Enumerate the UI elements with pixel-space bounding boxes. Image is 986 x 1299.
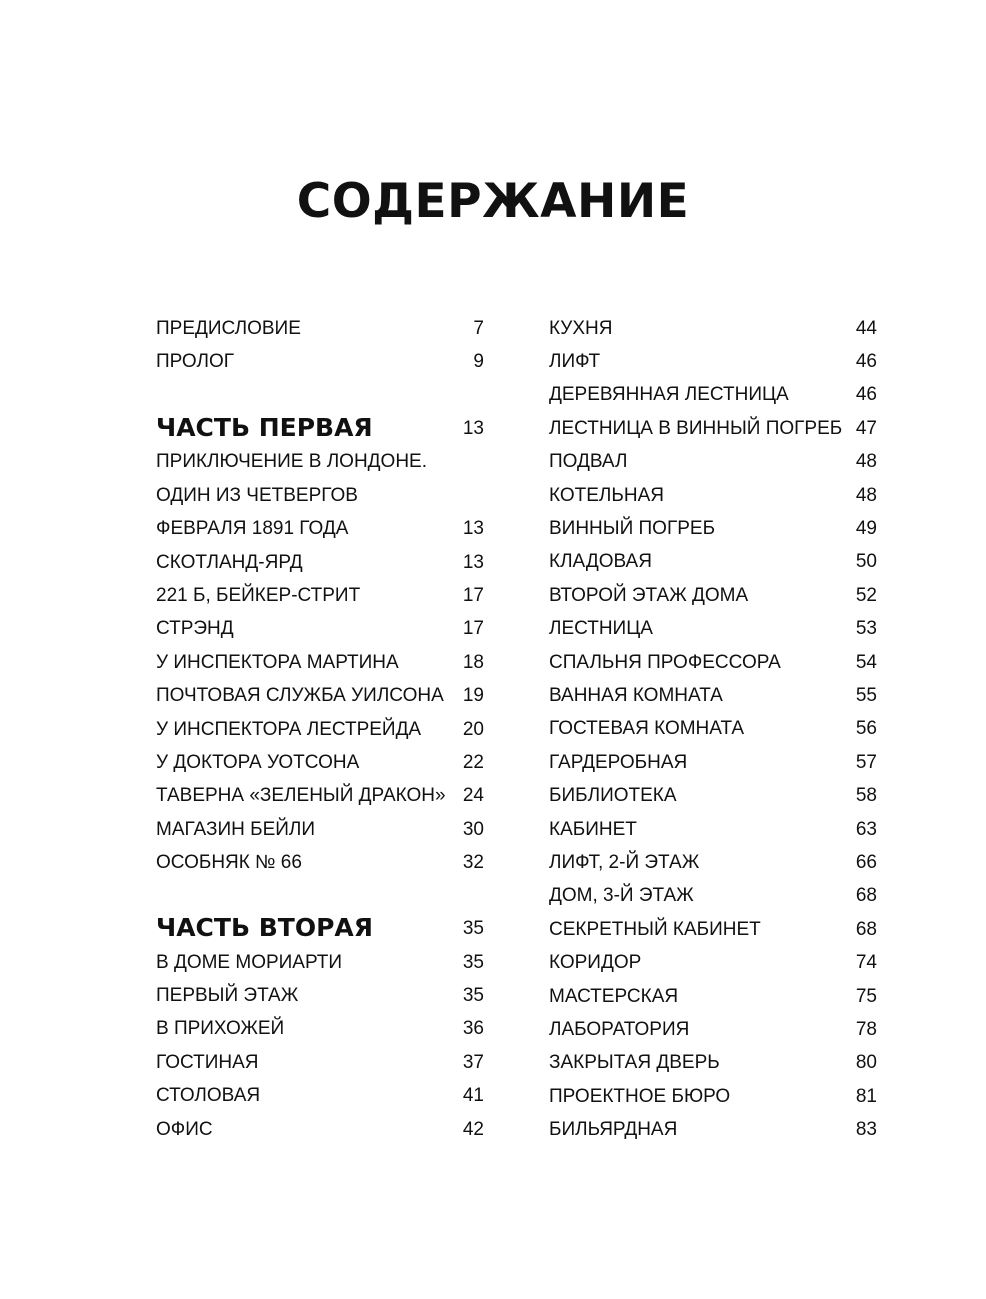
toc-entry-label: ОСОБНЯК № 66 xyxy=(156,852,302,874)
toc-entry-label: ДОМ, 3-Й ЭТАЖ xyxy=(549,885,694,907)
toc-entry-label: ПРОЕКТНОЕ БЮРО xyxy=(549,1085,731,1107)
toc-entry-label: МАСТЕРСКАЯ xyxy=(549,985,679,1007)
toc-part1-list xyxy=(156,446,484,880)
toc-entry-page: 30 xyxy=(462,818,484,840)
toc-entry-label: ПОДВАЛ xyxy=(549,451,628,473)
toc-entry[interactable] xyxy=(549,679,877,712)
toc-entry-page: 57 xyxy=(855,751,877,773)
toc-entry-page: 37 xyxy=(462,1051,484,1073)
toc-entry-label: МАГАЗИН БЕЙЛИ xyxy=(156,818,316,840)
toc-entry[interactable] xyxy=(156,613,484,646)
toc-entry[interactable] xyxy=(156,713,484,746)
toc-part-label: ЧАСТЬ ПЕРВАЯ xyxy=(156,412,373,442)
section-gap xyxy=(156,880,484,909)
toc-entry[interactable] xyxy=(549,913,877,946)
toc-entry[interactable] xyxy=(156,479,484,512)
toc-entry[interactable] xyxy=(549,379,877,412)
toc-entry-page: 83 xyxy=(855,1119,877,1141)
toc-entry-page: 13 xyxy=(462,518,484,540)
toc-entry-page: 41 xyxy=(462,1085,484,1107)
toc-entry[interactable] xyxy=(156,680,484,713)
toc-entry[interactable] xyxy=(549,1080,877,1113)
toc-part-heading[interactable] xyxy=(156,909,484,946)
toc-entry-page: 47 xyxy=(855,417,877,439)
toc-right-column xyxy=(549,312,877,1147)
toc-entry-label: ДЕРЕВЯННАЯ ЛЕСТНИЦА xyxy=(549,384,789,406)
toc-entry[interactable] xyxy=(549,412,877,445)
toc-entry[interactable] xyxy=(156,312,484,345)
toc-entry-page: 56 xyxy=(855,718,877,740)
toc-entry-page: 49 xyxy=(855,518,877,540)
toc-part-page: 35 xyxy=(462,918,484,940)
toc-entry-label: СЕКРЕТНЫЙ КАБИНЕТ xyxy=(549,918,761,940)
toc-entry[interactable] xyxy=(549,646,877,679)
toc-entry-label: ПРЕДИСЛОВИЕ xyxy=(156,317,301,339)
toc-part-label: ЧАСТЬ ВТОРАЯ xyxy=(156,912,373,942)
toc-entry-label: СТРЭНД xyxy=(156,618,234,640)
toc-entry[interactable] xyxy=(549,1047,877,1080)
toc-entry-label: ЗАКРЫТАЯ ДВЕРЬ xyxy=(549,1052,720,1074)
toc-entry-label: ГАРДЕРОБНАЯ xyxy=(549,751,688,773)
toc-entry-label: В ПРИХОЖЕЙ xyxy=(156,1018,285,1040)
toc-entry-label: СТОЛОВАЯ xyxy=(156,1085,261,1107)
toc-entry-label: КЛАДОВАЯ xyxy=(549,551,652,573)
toc-entry-label: ТАВЕРНА «ЗЕЛЕНЫЙ ДРАКОН» xyxy=(156,785,446,807)
section-gap xyxy=(156,379,484,409)
toc-entry-label: ГОСТЕВАЯ КОМНАТА xyxy=(549,718,745,740)
toc-part-page: 13 xyxy=(462,418,484,440)
toc-entry-page: 80 xyxy=(855,1052,877,1074)
toc-entry[interactable] xyxy=(156,646,484,679)
toc-entry[interactable] xyxy=(549,779,877,812)
toc-part2-list xyxy=(156,946,484,1146)
toc-entry-label: КОРИДОР xyxy=(549,952,642,974)
toc-entry-label: ВИННЫЙ ПОГРЕБ xyxy=(549,518,716,540)
toc-entry-page: 35 xyxy=(462,951,484,973)
toc-entry[interactable] xyxy=(156,1079,484,1112)
toc-entry-label: У ДОКТОРА УОТСОНА xyxy=(156,751,360,773)
toc-entry[interactable] xyxy=(156,546,484,579)
toc-entry[interactable] xyxy=(549,1013,877,1046)
toc-entry[interactable] xyxy=(156,446,484,479)
toc-entry[interactable] xyxy=(156,979,484,1012)
toc-entry[interactable] xyxy=(549,713,877,746)
toc-entry[interactable] xyxy=(549,345,877,378)
toc-entry[interactable] xyxy=(549,746,877,779)
toc-entry[interactable] xyxy=(156,1046,484,1079)
toc-entry[interactable] xyxy=(156,813,484,846)
toc-entry-label: СКОТЛАНД-ЯРД xyxy=(156,551,303,573)
toc-entry-label: ЛАБОРАТОРИЯ xyxy=(549,1018,690,1040)
toc-entry-page: 32 xyxy=(462,852,484,874)
toc-entry-page: 9 xyxy=(473,351,484,373)
toc-entry-page: 48 xyxy=(855,484,877,506)
toc-entry-label: У ИНСПЕКТОРА МАРТИНА xyxy=(156,651,399,673)
toc-entry-page: 7 xyxy=(473,317,484,339)
toc-entry-label: ВАННАЯ КОМНАТА xyxy=(549,684,723,706)
toc-entry-page: 24 xyxy=(462,785,484,807)
toc-entry[interactable] xyxy=(156,946,484,979)
toc-entry-page: 68 xyxy=(855,918,877,940)
toc-entry-page: 19 xyxy=(462,685,484,707)
toc-entry-page: 50 xyxy=(855,551,877,573)
toc-entry-page: 17 xyxy=(462,618,484,640)
toc-entry[interactable] xyxy=(549,980,877,1013)
toc-entry-label: ПРОЛОГ xyxy=(156,351,235,373)
toc-entry[interactable] xyxy=(549,479,877,512)
toc-entry-label: ПЕРВЫЙ ЭТАЖ xyxy=(156,984,299,1006)
toc-entry[interactable] xyxy=(156,746,484,779)
toc-entry[interactable] xyxy=(156,780,484,813)
toc-entry[interactable] xyxy=(549,946,877,979)
toc-entry[interactable] xyxy=(549,312,877,345)
toc-entry-label: КОТЕЛЬНАЯ xyxy=(549,484,664,506)
toc-entry-page: 68 xyxy=(855,885,877,907)
toc-entry-page: 18 xyxy=(462,651,484,673)
toc-entry-label: ГОСТИНАЯ xyxy=(156,1051,259,1073)
toc-entry-label: ВТОРОЙ ЭТАЖ ДОМА xyxy=(549,584,749,606)
toc-entry[interactable] xyxy=(156,513,484,546)
toc-entry-page: 46 xyxy=(855,384,877,406)
toc-entry-label: ОФИС xyxy=(156,1118,213,1140)
toc-entry[interactable] xyxy=(549,512,877,545)
toc-entry-label: СПАЛЬНЯ ПРОФЕССОРА xyxy=(549,651,781,673)
toc-entry-label: ЛИФТ, 2-Й ЭТАЖ xyxy=(549,851,700,873)
toc-entry[interactable] xyxy=(549,546,877,579)
toc-entry-page: 81 xyxy=(855,1085,877,1107)
toc-entry[interactable] xyxy=(156,579,484,612)
toc-entry-page: 46 xyxy=(855,351,877,373)
toc-entry-page: 58 xyxy=(855,785,877,807)
toc-entry[interactable] xyxy=(156,846,484,879)
toc-entry-page: 74 xyxy=(855,952,877,974)
toc-entry-page: 52 xyxy=(855,584,877,606)
toc-entry-page: 44 xyxy=(855,317,877,339)
toc-entry-page: 36 xyxy=(462,1018,484,1040)
toc-entry-label: В ДОМЕ МОРИАРТИ xyxy=(156,951,343,973)
toc-entry-page: 53 xyxy=(855,618,877,640)
toc-entry[interactable] xyxy=(549,613,877,646)
toc-entry-page: 42 xyxy=(462,1118,484,1140)
toc-entry-label: БИБЛИОТЕКА xyxy=(549,785,677,807)
toc-entry[interactable] xyxy=(156,1113,484,1146)
toc-entry-label: ЛЕСТНИЦА В ВИННЫЙ ПОГРЕБ xyxy=(549,417,843,439)
toc-entry-label: ЛИФТ xyxy=(549,351,601,373)
toc-entry-label: 221 Б, БЕЙКЕР-СТРИТ xyxy=(156,585,361,607)
toc-entry-label: ПОЧТОВАЯ СЛУЖБА УИЛСОНА xyxy=(156,685,444,707)
toc-entry[interactable] xyxy=(549,446,877,479)
page-title: СОДЕРЖАНИЕ xyxy=(296,174,690,229)
toc-entry-label: КАБИНЕТ xyxy=(549,818,637,840)
toc-entry[interactable] xyxy=(549,846,877,879)
toc-entry-page: 48 xyxy=(855,451,877,473)
toc-entry-label: ПРИКЛЮЧЕНИЕ В ЛОНДОНЕ. xyxy=(156,451,427,473)
toc-entry-page: 78 xyxy=(855,1018,877,1040)
toc-entry[interactable] xyxy=(549,813,877,846)
toc-entry-label: КУХНЯ xyxy=(549,317,613,339)
toc-entry-page: 66 xyxy=(855,851,877,873)
toc-entry-label: ФЕВРАЛЯ 1891 ГОДА xyxy=(156,518,349,540)
toc-entry-page: 35 xyxy=(462,984,484,1006)
toc-entry-page: 75 xyxy=(855,985,877,1007)
toc-left-column xyxy=(156,312,484,1146)
toc-entry-label: ОДИН ИЗ ЧЕТВЕРГОВ xyxy=(156,484,358,506)
toc-entry-label: БИЛЬЯРДНАЯ xyxy=(549,1119,678,1141)
toc-entry-label: ЛЕСТНИЦА xyxy=(549,618,653,640)
toc-entry[interactable] xyxy=(156,1013,484,1046)
toc-entry[interactable] xyxy=(549,579,877,612)
toc-entry-page: 63 xyxy=(855,818,877,840)
toc-entry[interactable] xyxy=(549,1113,877,1146)
toc-entry[interactable] xyxy=(156,345,484,378)
toc-entry-label: У ИНСПЕКТОРА ЛЕСТРЕЙДА xyxy=(156,718,422,740)
toc-entry-page: 20 xyxy=(462,718,484,740)
toc-entry-page: 22 xyxy=(462,751,484,773)
toc-entry-page: 54 xyxy=(855,651,877,673)
toc-part-heading[interactable] xyxy=(156,409,484,446)
toc-entry-page: 55 xyxy=(855,684,877,706)
toc-entry-page: 17 xyxy=(462,585,484,607)
toc-entry[interactable] xyxy=(549,880,877,913)
toc-entry-page: 13 xyxy=(462,551,484,573)
